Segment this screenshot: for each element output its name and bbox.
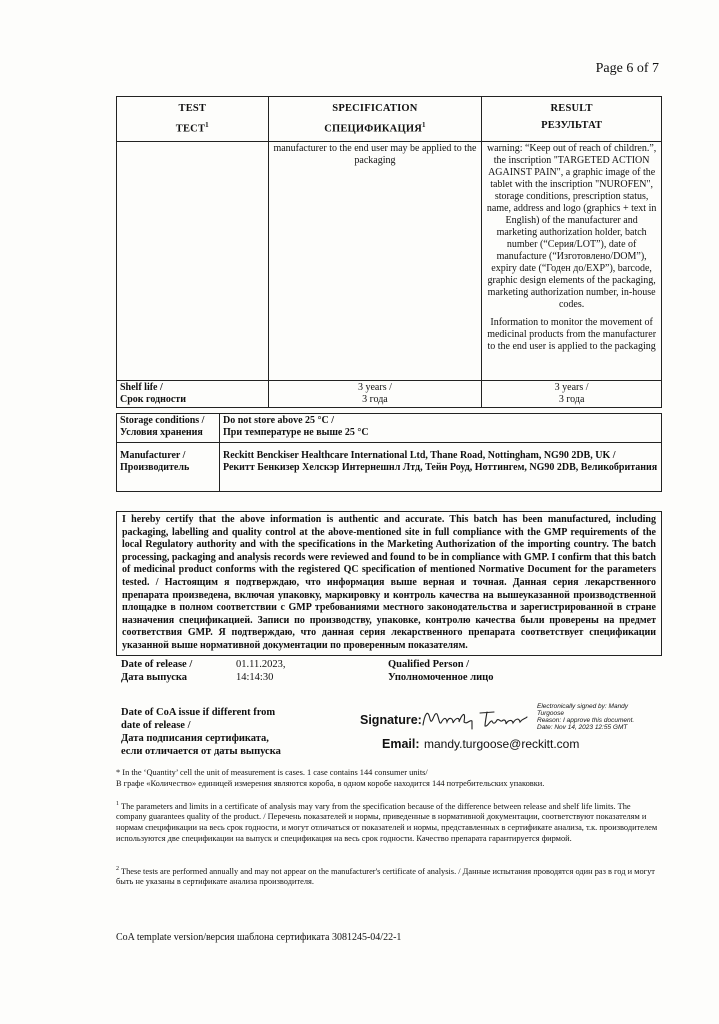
result-cell: [482, 141, 662, 380]
result-text: warning: “Keep out of reach of children.”, the inscription "TARGETED ACTION AGAINST PAIN", a graphic image of the tablet with the inscription "NUROFEN", storage conditions, prescription status, name, address and logo (graphics + text in English) of the manufacturer and marketing authorization holder, batch number (“Серия/LOT”), date of manufacture (“Изготовлено/DOM”), expiry date (“Годен до/EXP”), barcode, graphic design elements of the packaging, marketing authorization number, in-house codes.: [486, 142, 657, 310]
table-row-shelf-life: [117, 380, 662, 407]
release-date-label: Date of release / Дата выпуска: [121, 659, 193, 683]
manufacturer-label: Manufacturer / Производитель: [117, 443, 220, 492]
page-number: Page 6 of 7: [595, 61, 659, 76]
manufacturer-value: Reckitt Benckiser Healthcare International Ltd, Thane Road, Nottingham, NG90 2DB, UK / Рекитт Бенкизер Хелскэр Интернешнл Лтд, Тейн Роуд, Ноттингем, NG90 2DB, Великобритания: [220, 443, 662, 492]
template-version-footer: CoA template version/версия шаблона сертификата 3081245-04/22-1: [116, 932, 402, 943]
quantity-note: * In the ‘Quantity’ cell the unit of measurement is cases. 1 case contains 144 consumer units/ В графе «Количество» единицей измерения являются короба, в одном коробе находится 144 потребительских упаковки.: [116, 768, 545, 788]
column-header-result: RESULT РЕЗУЛЬТАТ: [482, 97, 662, 142]
storage-value: Do not store above 25 °C / При температуре не выше 25 °C: [220, 414, 662, 443]
specification-cell: manufacturer to the end user may be applied to the packaging: [268, 141, 482, 380]
manufacturer-row: [117, 443, 662, 492]
specification-table: [116, 96, 662, 408]
signature-label: Signature:: [360, 713, 422, 727]
table-row: [117, 141, 662, 380]
certification-statement: I hereby certify that the above information is authentic and accurate. This batch has been manufactured, including packaging, labelling and quality control at the above-mentioned site in full compliance with the GMP requirements of the local Regulatory authority and with the specifications in the Marketing Authorization of the importing country. The batch processing, packaging and analysis records were reviewed and found to be in compliance with GMP. I confirm that this batch of medicinal product conforms with the registered QC specification of mentioned Normative Document for the parameters tested. / Настоящим я подтверждаю, что информация выше верная и точная. Данная серия лекарственного препарата произведена, включая упаковку, маркировку и контроль качества на вышеуказанной производственной площадке в полном соответствии с GMP требованиями местного законодательства и зарегистрированной в стране назначения спецификацией. Записи по производству, упаковке, контролю качества были проверены на предмет соответствия GMP. Я подтверждаю, что данная серия лекарственного препарата соответствует спецификации указанной выше нормативной документации по проверенным показателям.: [116, 511, 662, 656]
shelf-life-spec: 3 years / 3 года: [268, 380, 482, 407]
footnote-2: $^2$ These tests are performed annually and may not appear on the manufacturer's certificate of analysis. / Данные испытания проводятся один раз в год и могут быть не указаны в сертификате анализа производителя.: [116, 866, 655, 887]
column-header-specification: SPECIFICATION СПЕЦИФИКАЦИЯ$^1$: [268, 97, 482, 142]
email-value: mandy.turgoose@reckitt.com: [424, 737, 580, 751]
qualified-person-label: Qualified Person / Уполномоченное лицо: [388, 659, 494, 683]
electronic-signature-stamp: Electronically signed by: Mandy Turgoose Reason: I approve this document. Date: Nov 14, 2023 12:55 GMT: [537, 703, 635, 731]
handwritten-signature-image: [420, 705, 532, 731]
result-text: Information to monitor the movement of medicinal products from the manufacturer to the end user is applied to the packaging: [487, 316, 657, 352]
coa-issue-date-label: Date of CoA issue if different from date of release / Дата подписания сертификата, если отличается от даты выпуска: [121, 707, 281, 757]
email-label: Email:: [382, 737, 420, 751]
footnote-1: $^1$ The parameters and limits in a certificate of analysis may vary from the specification because of the difference between release and shelf life limits. The company guarantees quality of the product. / Перечень показателей и нормы, приведенные в нормативной документации, соответствуют показателям и нормам спецификации на весь срок годности, и могут отличаться от показателей и нормы, представленных в сертификате анализа, т.к. производителем используются две спецификации на выпуск и спецификация на весь срок годности. Качество препарата гарантируется фирмой.: [116, 801, 658, 843]
column-header-test: TEST ТЕСТ$^1$: [117, 97, 269, 142]
shelf-life-result: 3 years / 3 года: [482, 380, 662, 407]
test-cell: [117, 141, 269, 380]
storage-row: [117, 414, 662, 443]
storage-label: Storage conditions / Условия хранения: [117, 414, 220, 443]
release-date-value: 01.11.2023, 14:14:30: [236, 659, 286, 683]
shelf-life-label: Shelf life / Срок годности: [117, 380, 269, 407]
product-info-table: [116, 413, 662, 492]
table-header-row: [117, 97, 662, 142]
